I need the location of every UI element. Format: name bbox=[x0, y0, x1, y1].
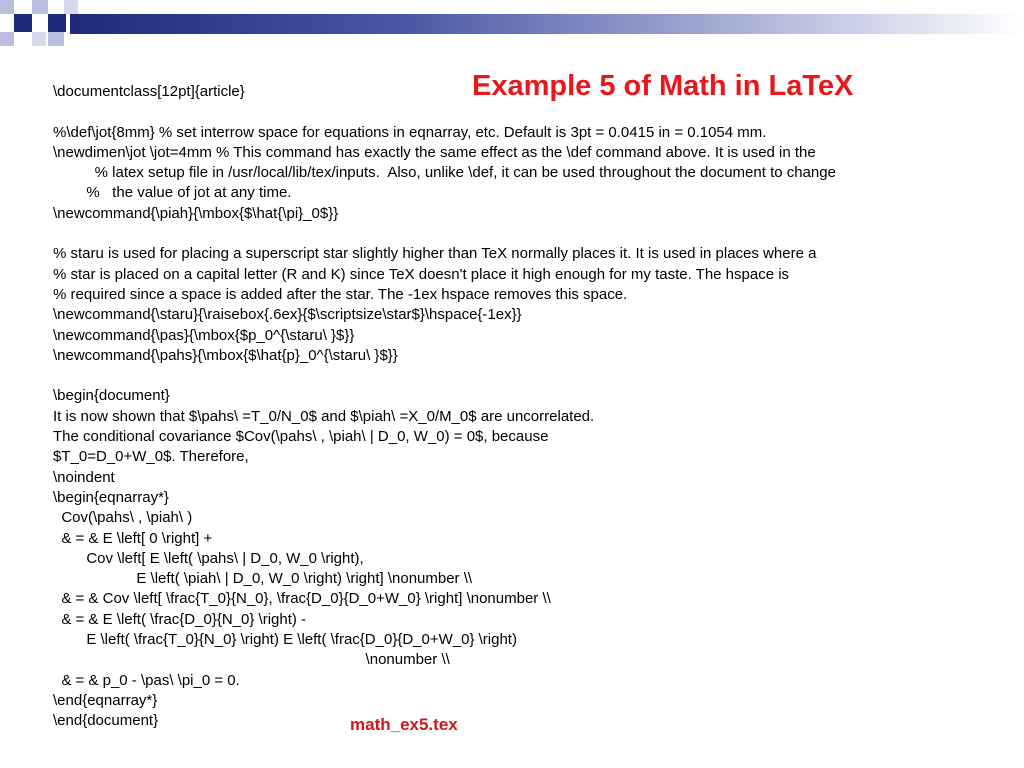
code-line: \newcommand{\piah}{\mbox{$\hat{\pi}_0$}} bbox=[53, 204, 339, 222]
code-line: \end{eqnarray*} bbox=[53, 691, 158, 709]
code-line: & = & E \left( \frac{D_0}{N_0} \right) - bbox=[53, 610, 307, 628]
code-line: \noindent bbox=[53, 468, 115, 486]
code-line bbox=[53, 224, 1013, 244]
code-line: \newcommand{\staru}{\raisebox{.6ex}{$\scriptsize\star$}\hspace{-1ex}} bbox=[53, 306, 522, 324]
decor-square bbox=[48, 14, 66, 32]
code-line: % the value of jot at any time. bbox=[53, 184, 292, 202]
code-line: \documentclass[12pt]{article} bbox=[53, 83, 245, 100]
code-block bbox=[53, 82, 1013, 732]
code-line bbox=[53, 102, 1013, 122]
code-line: & = & E \left[ 0 \right] + bbox=[53, 529, 213, 547]
code-line: $T_0=D_0+W_0$. Therefore, bbox=[53, 448, 249, 466]
decor-square bbox=[32, 0, 48, 14]
code-line: The conditional covariance $Cov(\pahs\ , \piah\ | D_0, W_0) = 0$, because bbox=[53, 428, 549, 446]
filename-caption: math_ex5.tex bbox=[350, 715, 458, 734]
decor-square bbox=[48, 32, 64, 46]
code-line: % star is placed on a capital letter (R and K) since TeX doesn't place it high enough for my taste. The hspace is bbox=[53, 265, 790, 283]
code-line bbox=[53, 366, 1013, 386]
code-line: \begin{document} bbox=[53, 387, 170, 405]
code-line: & = & p_0 - \pas\ \pi_0 = 0. bbox=[53, 671, 240, 689]
header-band bbox=[70, 14, 1024, 34]
code-line: It is now shown that $\pahs\ =T_0/N_0$ and $\piah\ =X_0/M_0$ are uncorrelated. bbox=[53, 407, 595, 425]
code-line: % required since a space is added after the star. The -1ex hspace removes this space. bbox=[53, 285, 628, 303]
code-line: Cov(\pahs\ , \piah\ ) bbox=[53, 509, 193, 527]
decor-square bbox=[0, 32, 14, 46]
decor-square bbox=[14, 14, 32, 32]
code-line: E \left( \piah\ | D_0, W_0 \right) \right] \nonumber \\ bbox=[53, 570, 473, 588]
code-line: % staru is used for placing a superscript star slightly higher than TeX normally places it. It is used in places where a bbox=[53, 245, 817, 263]
slide-title: Example 5 of Math in LaTeX bbox=[472, 70, 854, 102]
decor-square bbox=[64, 0, 78, 14]
code-line: \end{document} bbox=[53, 712, 159, 730]
code-line: & = & Cov \left[ \frac{T_0}{N_0}, \frac{D_0}{D_0+W_0} \right] \nonumber \\ bbox=[53, 590, 551, 608]
code-line: \newcommand{\pahs}{\mbox{$\hat{p}_0^{\staru\ }$}} bbox=[53, 346, 398, 364]
code-line: \newcommand{\pas}{\mbox{$p_0^{\staru\ }$}} bbox=[53, 326, 355, 344]
decor-square bbox=[32, 32, 46, 46]
decor-square bbox=[0, 0, 14, 14]
code-line: % latex setup file in /usr/local/lib/tex/inputs. Also, unlike \def, it can be used throughout the document to change bbox=[53, 164, 836, 182]
code-line: E \left( \frac{T_0}{N_0} \right) E \left( \frac{D_0}{D_0+W_0} \right) bbox=[53, 631, 517, 649]
code-line: \begin{eqnarray*} bbox=[53, 488, 169, 506]
code-line: Cov \left[ E \left( \pahs\ | D_0, W_0 \right), bbox=[53, 549, 364, 567]
code-line: \nonumber \\ bbox=[53, 651, 450, 669]
code-line: %\def\jot{8mm} % set interrow space for equations in eqnarray, etc. Default is 3pt = 0.0415 in = 0.1054 mm. bbox=[53, 123, 767, 141]
code-line: \newdimen\jot \jot=4mm % This command has exactly the same effect as the \def command above. It is used in the bbox=[53, 143, 816, 161]
